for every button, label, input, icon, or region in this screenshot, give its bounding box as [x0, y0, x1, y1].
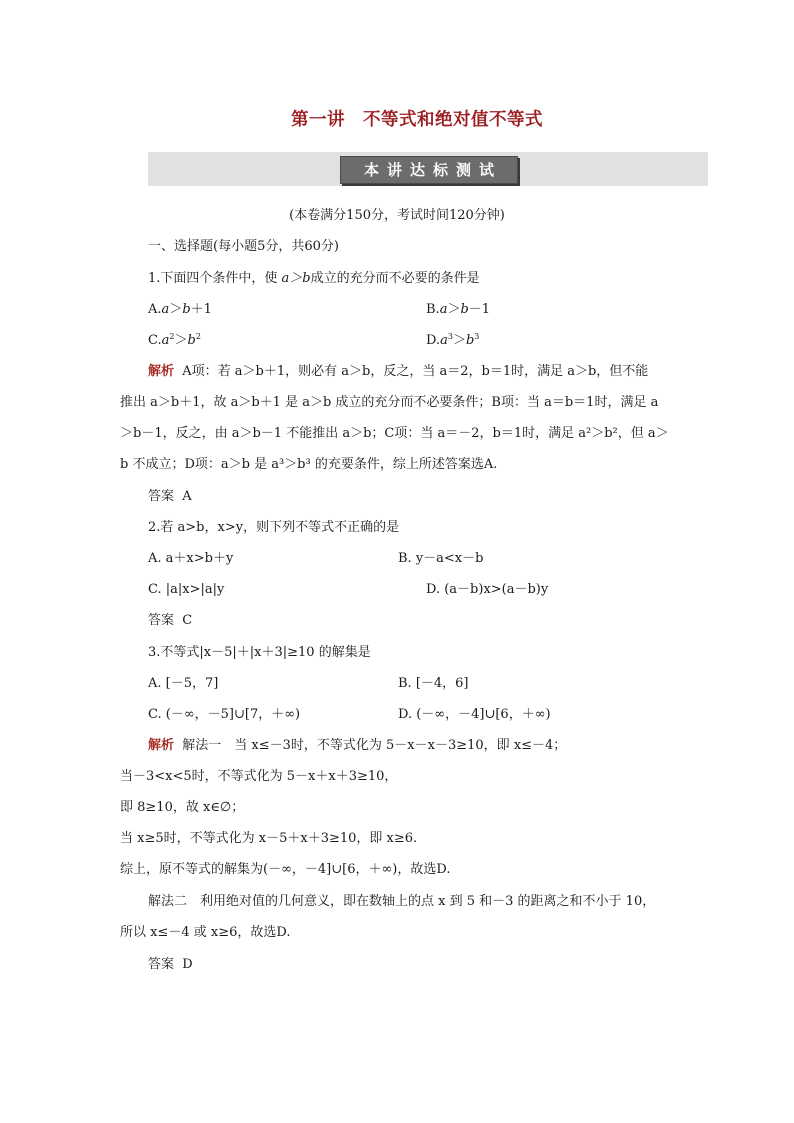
- q2-option-d: D. (a－b)x>(a－b)y: [426, 582, 549, 597]
- q1-analysis-line-3: ＞b－1，反之，由 a＞b－1 不能推出 a＞b；C项：当 a＝－2，b＝1时，满足 a²＞b²，但 a＞: [120, 426, 669, 441]
- exam-info: (本卷满分150分，考试时间120分钟): [289, 208, 505, 223]
- banner-label: 本讲达标测试: [340, 156, 518, 184]
- q1-option-d-letter: D.: [426, 333, 441, 348]
- q1-option-b: B.a＞b－1: [426, 302, 491, 317]
- q1-analysis-line-2: 推出 a＞b＋1，故 a＞b＋1 是 a＞b 成立的充分而不必要条件；B项：当 a＝b＝1时，满足 a: [120, 395, 659, 410]
- q2-option-b: B. y－a<x－b: [398, 551, 484, 566]
- q1-option-c: $C.a^2>b^2$: [148, 332, 201, 348]
- q3-analysis-text-1: 解法一 当 x≤－3时，不等式化为 5－x－x－3≥10，即 x≤－4；: [182, 738, 567, 753]
- lecture-title: 第一讲 不等式和绝对值不等式: [291, 110, 543, 130]
- q1-analysis-label: 解析: [148, 364, 175, 379]
- q2-option-c: C. |a|x>|a|y: [148, 582, 225, 597]
- q3-answer-label: 答案: [148, 957, 175, 972]
- q3-analysis-line-1: [148, 738, 566, 754]
- q1-stem: [148, 271, 480, 287]
- q2-answer: [148, 613, 192, 629]
- q2-answer-label: 答案: [148, 613, 175, 628]
- q3-analysis-line-2: 当－3<x<5时，不等式化为 5－x＋x＋3≥10，: [120, 769, 398, 784]
- q3-option-b: B. [－4，6]: [398, 676, 469, 691]
- q3-option-c: C. (－∞，－5]∪[7，＋∞): [148, 707, 301, 722]
- q1-stem-text-b: 成立的充分而不必要的条件是: [310, 271, 480, 286]
- q1-analysis-line-1: [148, 364, 648, 380]
- q2-option-a: A. a＋x>b＋y: [148, 551, 234, 566]
- q3-analysis-line-7: 所以 x≤－4 或 x≥6，故选D.: [120, 925, 291, 940]
- q3-analysis-line-4: 当 x≥5时，不等式化为 x－5＋x＋3≥10，即 x≥6.: [120, 831, 418, 846]
- q1-analysis-text-1: A项：若 a＞b＋1，则必有 a＞b，反之，当 a＝2，b＝1时，满足 a＞b，但不能: [182, 364, 649, 379]
- q3-analysis-line-6: 解法二 利用绝对值的几何意义，即在数轴上的点 x 到 5 和－3 的距离之和不小于 10，: [148, 894, 656, 909]
- q2-answer-value: C: [182, 613, 193, 628]
- q2-stem: 2.若 a>b，x>y，则下列不等式不正确的是: [148, 520, 400, 535]
- q3-analysis-label: 解析: [148, 738, 175, 753]
- q1-answer-label: 答案: [148, 489, 175, 504]
- q3-answer: [148, 957, 193, 973]
- q1-answer-value: A: [182, 489, 192, 504]
- q1-option-c-letter: C.: [148, 333, 162, 348]
- q1-option-a-letter: A.: [148, 302, 162, 317]
- q1-answer: [148, 489, 192, 505]
- section-heading: 一、选择题(每小题5分，共60分): [148, 239, 339, 254]
- q3-option-a: A. [－5，7]: [148, 676, 219, 691]
- q3-analysis-line-3: 即 8≥10，故 x∈∅；: [120, 800, 245, 815]
- section-banner: [148, 152, 708, 186]
- q3-answer-value: D: [182, 957, 193, 972]
- q3-option-d: D. (－∞，－4]∪[6，＋∞): [398, 707, 551, 722]
- q1-option-b-letter: B.: [426, 302, 440, 317]
- q1-option-a: A.a＞b＋1: [148, 302, 212, 317]
- q3-stem: 3.不等式|x－5|＋|x＋3|≥10 的解集是: [148, 645, 371, 660]
- q1-analysis-line-4: b 不成立；D项：a＞b 是 a³＞b³ 的充要条件，综上所述答案选A.: [120, 457, 498, 472]
- q1-stem-condition: a＞b: [281, 271, 311, 286]
- q1-stem-text-a: 1.下面四个条件中，使: [148, 271, 278, 286]
- q3-analysis-line-5: 综上，原不等式的解集为(－∞，－4]∪[6，＋∞)，故选D.: [120, 862, 451, 877]
- q1-option-d: $D.a^3>b^3$: [426, 332, 480, 348]
